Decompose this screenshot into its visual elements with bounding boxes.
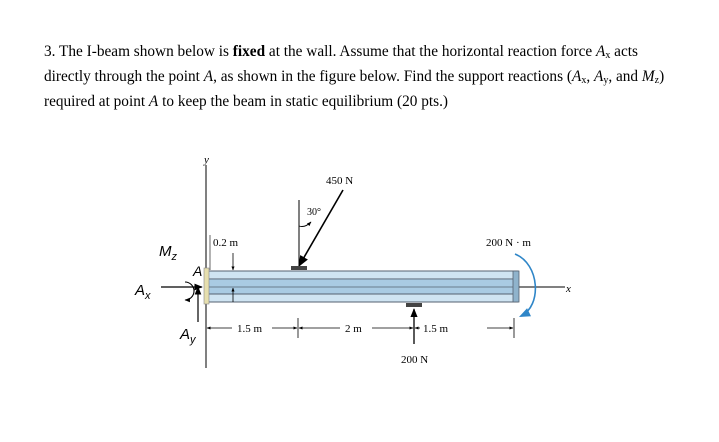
reaction-ay-subscript: y (603, 75, 609, 86)
reaction-mz-subscript: z (654, 75, 660, 86)
x-axis-label: x (566, 283, 571, 295)
dim-15a-label: 1.5 m (237, 323, 263, 335)
angle-30-label: 30° (307, 207, 321, 218)
beam-web (208, 279, 518, 294)
dim-02-label: 0.2 m (213, 237, 239, 249)
text-segment: , (586, 68, 594, 85)
problem-number: 3. (44, 43, 56, 60)
reaction-ax: A (571, 68, 582, 85)
text-segment: directly through the point (44, 68, 204, 85)
fixed-emphasis: fixed (232, 43, 266, 60)
reaction-ax-subscript: x (581, 75, 587, 86)
force-200-base-plate (406, 303, 422, 307)
text-segment: , and (608, 68, 639, 85)
ay-label: $A_y$ (180, 326, 196, 346)
beam-end-face (513, 271, 519, 302)
dim-2-label: 2 m (345, 323, 362, 335)
text-segment: The I-beam shown below is (59, 43, 233, 60)
i-beam (208, 271, 519, 302)
text-segment: to keep the beam in static equilibrium (20 pts.) (158, 93, 449, 110)
point-a-symbol-2: A (148, 93, 159, 110)
dim-15b-label: 1.5 m (423, 323, 449, 335)
reaction-ay: A (593, 68, 604, 85)
reaction-mz: M (641, 68, 655, 85)
mz-label: $M_z$ (159, 243, 177, 263)
mz-moment-arc (185, 282, 194, 300)
point-a-label: A (193, 263, 203, 279)
force-450-base-plate (291, 266, 307, 270)
beam-top-flange (208, 271, 518, 279)
point-a-symbol: A (203, 68, 214, 85)
beam-bottom-flange (208, 294, 518, 302)
text-segment: ) required at point (44, 68, 665, 110)
text-segment: at the wall. Assume that the horizontal reaction force (265, 43, 596, 60)
angle-30-arc (299, 222, 311, 227)
moment-200-label: 200 N · m (486, 237, 531, 249)
ax-symbol: A (596, 43, 606, 60)
wall-plate (204, 268, 209, 304)
force-450-arrow (299, 190, 343, 266)
y-axis-label: y (204, 154, 209, 166)
force-450-label: 450 N (326, 175, 354, 187)
force-200-label: 200 N (401, 354, 429, 366)
text-segment: acts (610, 43, 638, 60)
ax-label: $A_x$ (135, 282, 151, 302)
text-segment: , as shown in the figure below. Find the support reactions ( (213, 68, 572, 85)
ax-subscript: x (605, 50, 611, 61)
